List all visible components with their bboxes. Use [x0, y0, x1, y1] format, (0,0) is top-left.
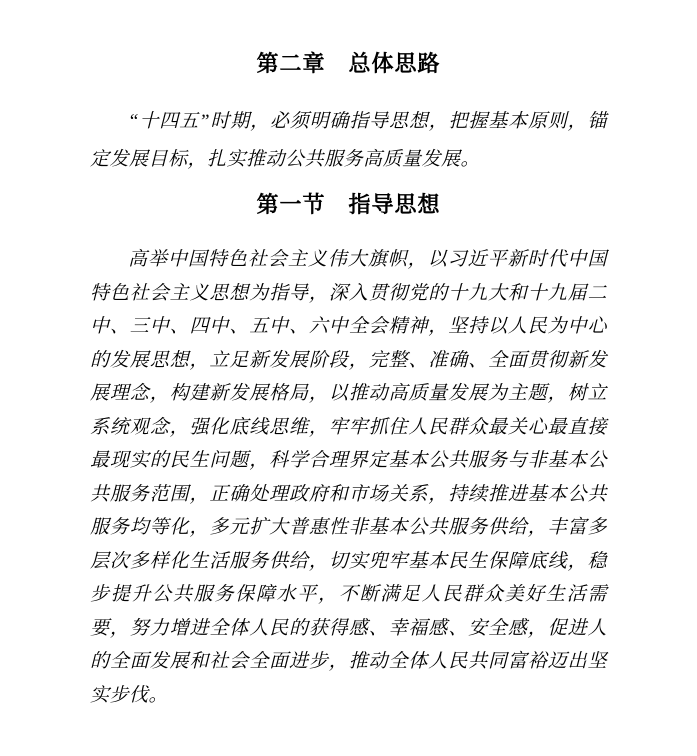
- chapter-title: 第二章 总体思路: [256, 51, 441, 76]
- section-paragraph: 高举中国特色社会主义伟大旗帜，以习近平新时代中国特色社会主义思想为指导，深入贯彻党的十九大和十九届二中、三中、四中、五中、六中全会精神，坚持以人民为中心的发展思想，立足新发展阶段，完整、准确、全面贯彻新发展理念，构建新发展格局，以推动高质量发展为主题，树立系统观念，强化底线思维，牢牢抓住人民群众最关心最直接最现实的民生问题，科学合理界定基本公共服务与非基本公共服务范围，正确处理政府和市场关系，持续推进基本公共服务均等化，多元扩大普惠性非基本公共服务供给，丰富多层次多样化生活服务供给，切实兜牢基本民生保障底线，稳步提升公共服务保障水平，不断满足人民群众美好生活需要，努力增进全体人民的获得感、幸福感、安全感，促进人的全面发展和社会全面进步，推动全体人民共同富裕迈出坚实步伐。: [90, 249, 607, 706]
- section-title: 第一节 指导思想: [256, 192, 441, 217]
- document-content: [90, 52, 607, 712]
- intro-paragraph: “十四五”时期，必须明确指导思想，把握基本原则，锚定发展目标，扎实推动公共服务高质量发展。: [90, 111, 607, 170]
